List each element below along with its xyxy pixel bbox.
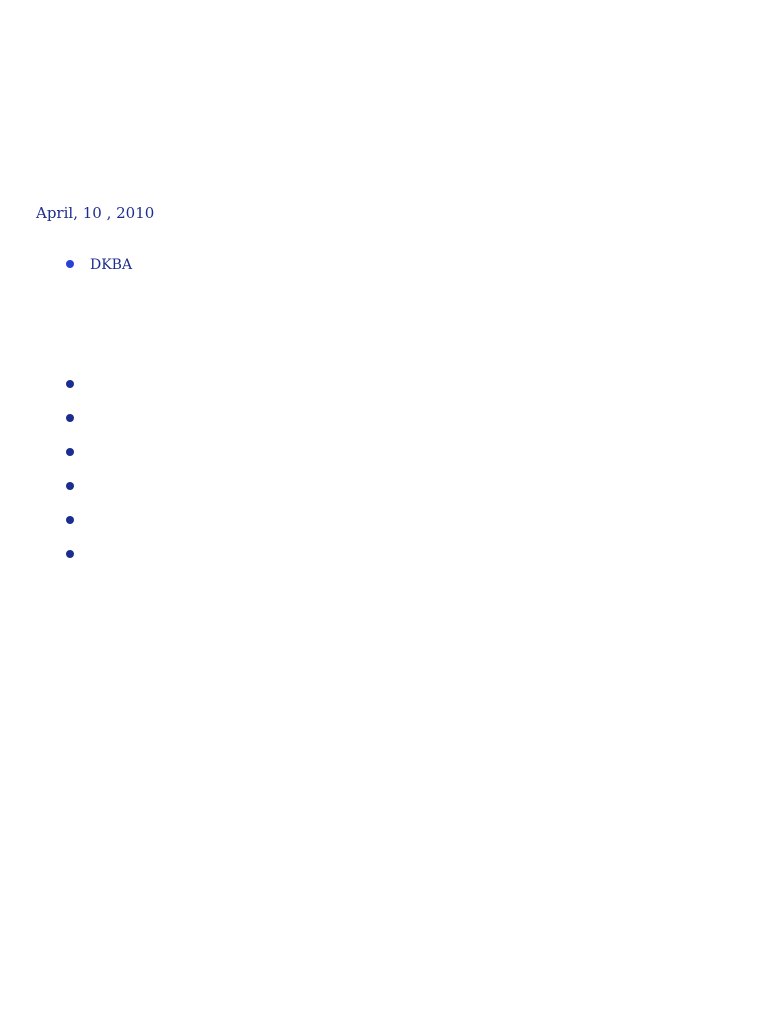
section-2-list bbox=[36, 373, 736, 567]
list-item-text bbox=[90, 475, 736, 499]
list-item bbox=[36, 373, 736, 397]
document-date: April, 10 , 2010 bbox=[36, 204, 155, 222]
list-item-text bbox=[90, 373, 736, 397]
list-item bbox=[36, 475, 736, 499]
bullet-icon bbox=[66, 260, 74, 268]
bullet-icon bbox=[66, 380, 74, 388]
document-page bbox=[36, 203, 736, 577]
list-item bbox=[36, 509, 736, 533]
list-item-text bbox=[90, 277, 736, 301]
list-item bbox=[36, 543, 736, 567]
section-spacer bbox=[36, 311, 736, 347]
list-item bbox=[36, 407, 736, 431]
list-item-text bbox=[90, 543, 736, 567]
list-item-text bbox=[90, 407, 736, 431]
bullet-icon bbox=[66, 550, 74, 558]
bullet-icon bbox=[66, 448, 74, 456]
section-1-list bbox=[36, 253, 736, 301]
list-item bbox=[36, 253, 736, 301]
organization-name: DKBA bbox=[90, 257, 133, 273]
section-heading-1 bbox=[36, 227, 736, 247]
bullet-icon bbox=[66, 414, 74, 422]
list-item-text bbox=[90, 441, 736, 465]
bullet-icon bbox=[66, 516, 74, 524]
list-item bbox=[36, 441, 736, 465]
list-item-text bbox=[90, 509, 736, 533]
section-heading-2 bbox=[36, 347, 736, 367]
bullet-icon bbox=[66, 482, 74, 490]
